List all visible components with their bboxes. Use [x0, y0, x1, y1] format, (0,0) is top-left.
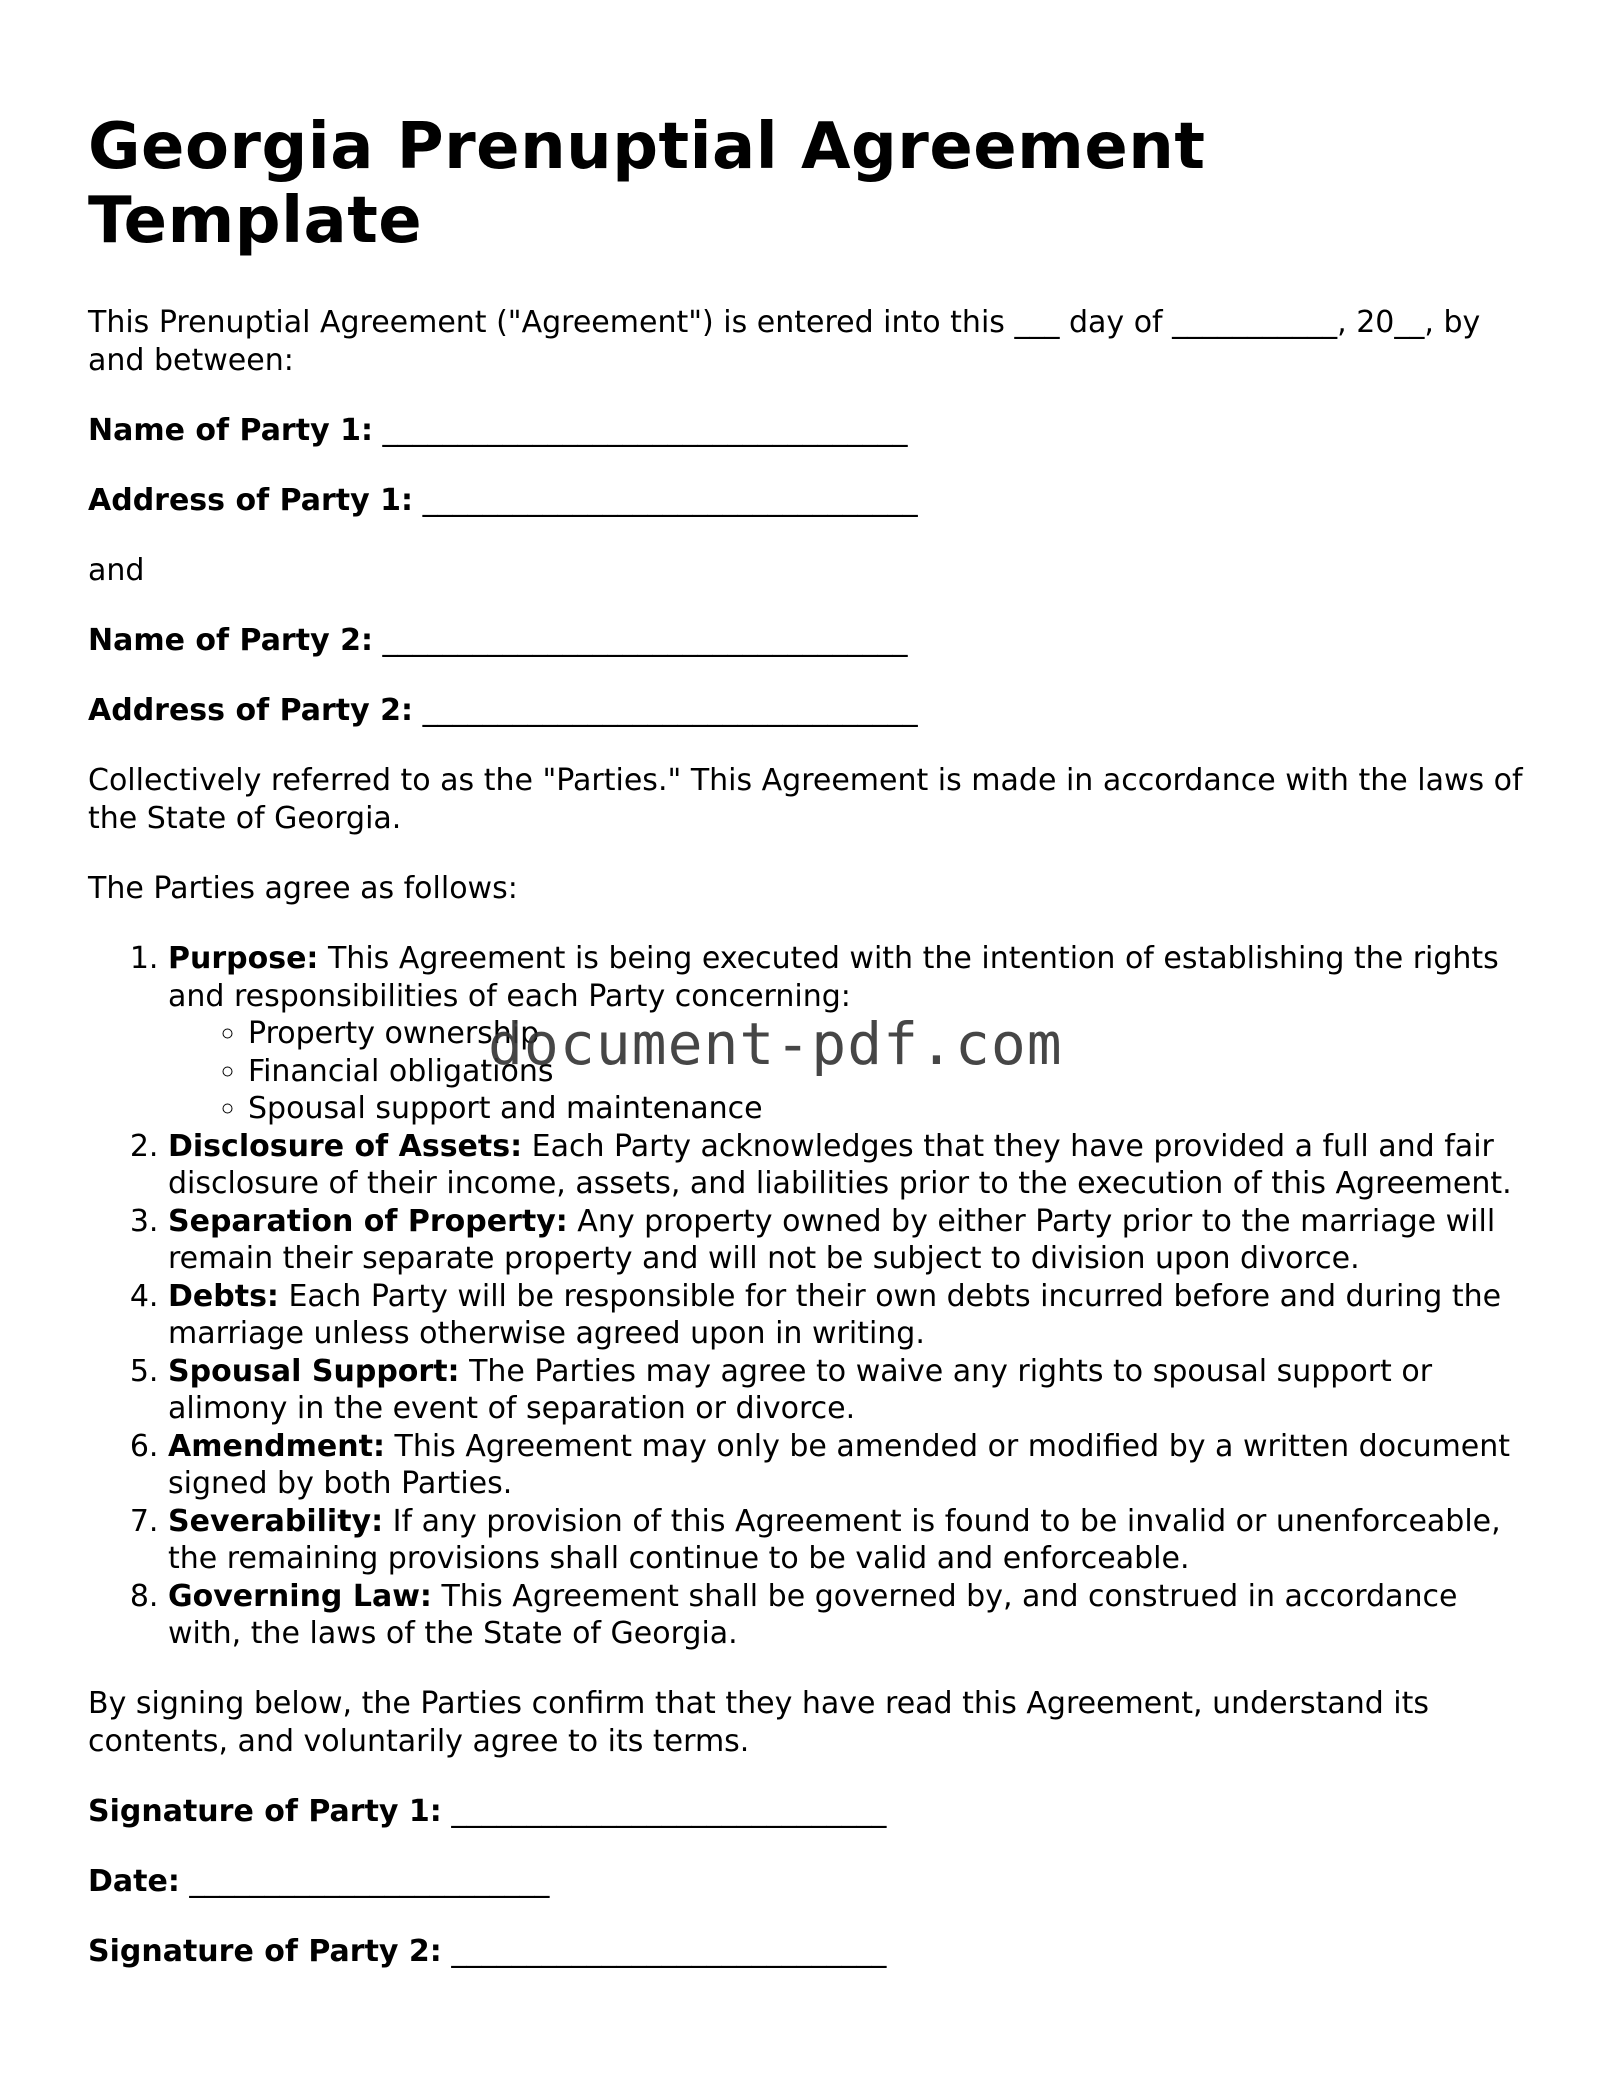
party1-address-field: [88, 482, 1528, 520]
party2-name-label: Name of Party 2:: [88, 623, 373, 658]
term-text: The Parties may agree to waive any rights to spousal support or alimony in the event of separation or divorce.: [168, 1353, 1433, 1426]
and-text: and: [88, 553, 145, 588]
party2-address-label: Address of Party 2:: [88, 693, 414, 728]
signature2-blank[interactable]: _____________________________: [451, 1933, 887, 1969]
page-title: Georgia Prenuptial Agreement Template: [88, 110, 1206, 258]
signature1-blank[interactable]: _____________________________: [451, 1793, 887, 1829]
party2-address-blank[interactable]: _________________________________: [422, 693, 918, 728]
term-item-amendment: [168, 1428, 1528, 1503]
term-text: This Agreement is being executed with the intention of establishing the rights and responsibilities of each Party concerning:: [168, 941, 1499, 1014]
term-item-disclosure: [168, 1128, 1528, 1203]
agree-intro: The Parties agree as follows:: [88, 871, 518, 906]
date-label: Date:: [88, 1863, 180, 1899]
term-item-debts: [168, 1278, 1528, 1353]
signature2-field: [88, 1933, 1528, 1971]
intro-paragraph: This Prenuptial Agreement ("Agreement") is entered into this ___ day of ___________, 20__, by and between:: [88, 305, 1481, 378]
term-text: Each Party will be responsible for their own debts incurred before and during the marriage unless otherwise agreed upon in writing.: [168, 1278, 1502, 1351]
sublist-item: ◦ Spousal support and maintenance: [248, 1090, 1528, 1128]
watermark: document-pdf.com: [488, 1010, 1063, 1078]
term-label: Governing Law:: [168, 1578, 432, 1614]
signature-block: [88, 1793, 1528, 1971]
party2-name-blank[interactable]: ___________________________________: [382, 623, 908, 658]
term-label: Disclosure of Assets:: [168, 1128, 523, 1164]
term-label: Severability:: [168, 1503, 384, 1539]
term-item-governing-law: [168, 1578, 1528, 1653]
term-label: Debts:: [168, 1278, 279, 1314]
term-text: Each Party acknowledges that they have provided a full and fair disclosure of their income, assets, and liabilities prior to the execution of this Agreement.: [168, 1128, 1512, 1201]
term-label: Amendment:: [168, 1428, 385, 1464]
date-blank[interactable]: ________________________: [189, 1863, 550, 1899]
term-item-separation: [168, 1203, 1528, 1278]
signature1-label: Signature of Party 1:: [88, 1793, 442, 1829]
term-text: This Agreement shall be governed by, and construed in accordance with, the laws of the State of Georgia.: [168, 1578, 1458, 1651]
collectively-paragraph: Collectively referred to as the "Parties." This Agreement is made in accordance with the laws of the State of Georgia.: [88, 763, 1523, 836]
sublist-item: ◦ Property ownership: [248, 1015, 1528, 1053]
term-text: This Agreement may only be amended or modified by a written document signed by both Parties.: [168, 1428, 1511, 1501]
party2-name-field: [88, 622, 1528, 660]
party1-name-field: [88, 412, 1528, 450]
term-item-spousal-support: [168, 1353, 1528, 1428]
term-label: Spousal Support:: [168, 1353, 460, 1389]
term-text: If any provision of this Agreement is found to be invalid or unenforceable, the remaining provisions shall continue to be valid and enforceable.: [168, 1503, 1501, 1576]
party1-address-blank[interactable]: _________________________________: [422, 483, 918, 518]
sublist-item: ◦ Financial obligations: [248, 1053, 1528, 1091]
party1-address-label: Address of Party 1:: [88, 483, 414, 518]
term-label: Purpose:: [168, 941, 319, 976]
term-label: Separation of Property:: [168, 1203, 568, 1239]
closing-paragraph: By signing below, the Parties confirm that they have read this Agreement, understand its contents, and voluntarily agree to its terms.: [88, 1685, 1430, 1759]
signature2-label: Signature of Party 2:: [88, 1933, 442, 1969]
party1-name-blank[interactable]: ___________________________________: [382, 413, 908, 448]
date-field: [88, 1863, 1528, 1901]
signature1-field: [88, 1793, 1528, 1831]
party2-address-field: [88, 692, 1528, 730]
party1-name-label: Name of Party 1:: [88, 413, 373, 448]
term-text: Any property owned by either Party prior to the marriage will remain their separate property and will not be subject to division upon divorce.: [168, 1203, 1496, 1276]
term-item-severability: [168, 1503, 1528, 1578]
